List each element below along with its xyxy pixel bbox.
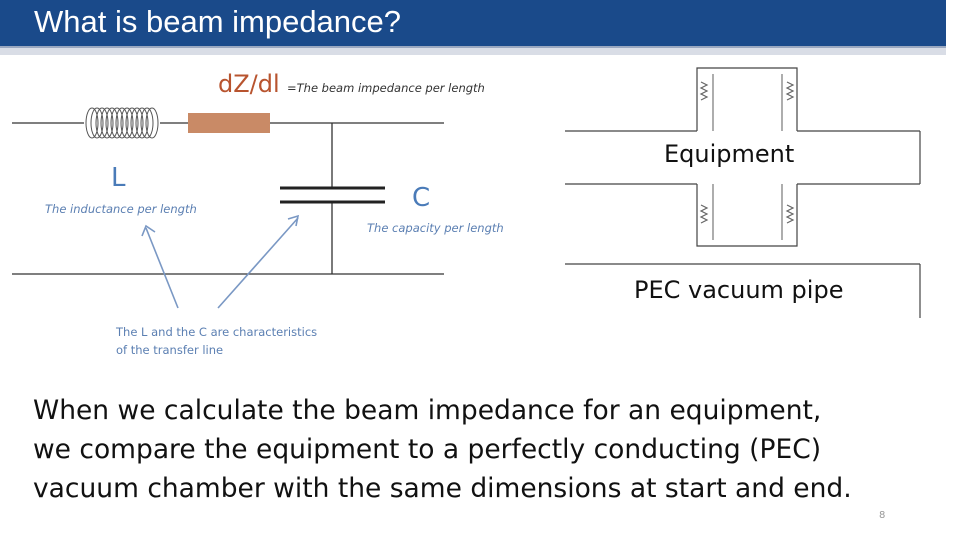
capacitor-icon bbox=[280, 188, 385, 202]
circuit-diagram bbox=[12, 123, 444, 274]
transfer-line-note bbox=[116, 323, 317, 359]
inductor-coil-icon bbox=[86, 108, 158, 138]
impedance-symbol-label: dZ/dl bbox=[218, 70, 280, 98]
resistor-icon bbox=[188, 113, 270, 133]
page-number: 8 bbox=[879, 510, 886, 521]
equipment-label: Equipment bbox=[664, 140, 795, 168]
body-line-1: When we calculate the beam impedance for an equipment, bbox=[33, 395, 822, 426]
pec-pipe-label: PEC vacuum pipe bbox=[634, 276, 844, 304]
body-line-3: vacuum chamber with the same dimensions at start and end. bbox=[33, 473, 852, 504]
slide-title: What is beam impedance? bbox=[34, 4, 402, 39]
body-line-2: we compare the equipment to a perfectly conducting (PEC) bbox=[33, 434, 822, 465]
inductance-description: The inductance per length bbox=[45, 202, 197, 216]
note-line-1: The L and the C are characteristics bbox=[116, 325, 318, 339]
body-paragraph bbox=[33, 391, 943, 508]
capacitance-symbol-label: C bbox=[412, 183, 431, 213]
note-line-2: of the transfer line bbox=[116, 343, 224, 357]
impedance-description: =The beam impedance per length bbox=[287, 81, 485, 95]
inductance-symbol-label: L bbox=[111, 163, 126, 193]
note-arrows bbox=[142, 216, 298, 308]
capacitance-description: The capacity per length bbox=[367, 221, 504, 235]
